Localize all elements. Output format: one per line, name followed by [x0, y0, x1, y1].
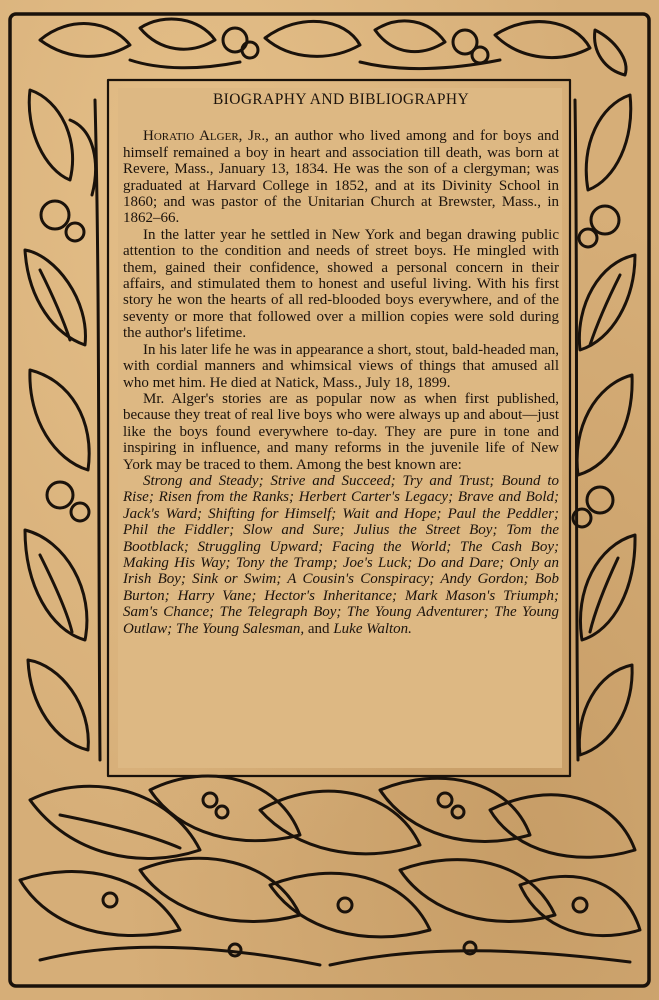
- paragraph-birth-text: , an author who lived among and for boys and himself remained a boy in heart and association till death, was born at Revere, Mass., January 13, 1834. He was the son of a clergyman; was graduated at Harvard College in 1852, and at its Divinity School in 1860; and was pastor of the Unitarian Church at Brewster, Mass., in 1862–66.: [123, 128, 559, 227]
- book-titles: Strong and Steady; Strive and Succeed; Try and Trust; Bound to Rise; Risen from the Ranks; Herbert Carter's Legacy; Brave and Bold; Jack's Ward; Shifting for Himself; Wait and Hope; Paul the Peddler; Phil the Fiddler; Slow and Sure; Julius the Street Boy; Tom the Bootblack; Struggling Upward; Facing the World; The Cash Boy; Making His Way; Tony the Tramp; Joe's Luck; Do and Dare; Only an Irish Boy; Sink or Swim; A Cousin's Conspiracy; Andy Gordon; Bob Burton; Harry Vane; Hector's Inheritance; Mark Mason's Triumph; Sam's Chance; The Telegraph Boy; The Young Adventurer; The Young Outlaw; The Young Salesman,: [123, 472, 559, 637]
- book-titles-last: Luke Walton.: [333, 620, 412, 637]
- paragraph-stories: Mr. Alger's stories are as popular now as when first published, because they treat of real live boys who were always up and about—just like the boys found everywhere to-day. They are pure in tone and inspiring in influence, and many reforms in the juvenile life of New York may be traced to them. Among the best known are:: [123, 390, 559, 473]
- paragraph-birth: [123, 128, 559, 226]
- author-name: Horatio Alger, Jr.: [143, 128, 266, 145]
- page-heading: BIOGRAPHY AND BIBLIOGRAPHY: [212, 91, 470, 108]
- book-titles-and: and: [304, 620, 334, 637]
- paragraph-new-york: In the latter year he settled in New York and began drawing public attention to the condition and needs of street boys. He mingled with them, gained their confidence, showed a personal concern in their affairs, and stimulated them to honest and useful living. With his first story he won the hearts of all red-blooded boys everywhere, and of the seventy or more that followed over a million copies were sold during the author's lifetime.: [123, 226, 559, 342]
- biography-text-block: [123, 92, 559, 637]
- paragraph-later-life: In his later life he was in appearance a short, stout, bald-headed man, with cordial manners and whimsical views of things that amused all who met him. He died at Natick, Mass., July 18, 1899.: [123, 341, 559, 391]
- book-titles-list: [123, 473, 559, 637]
